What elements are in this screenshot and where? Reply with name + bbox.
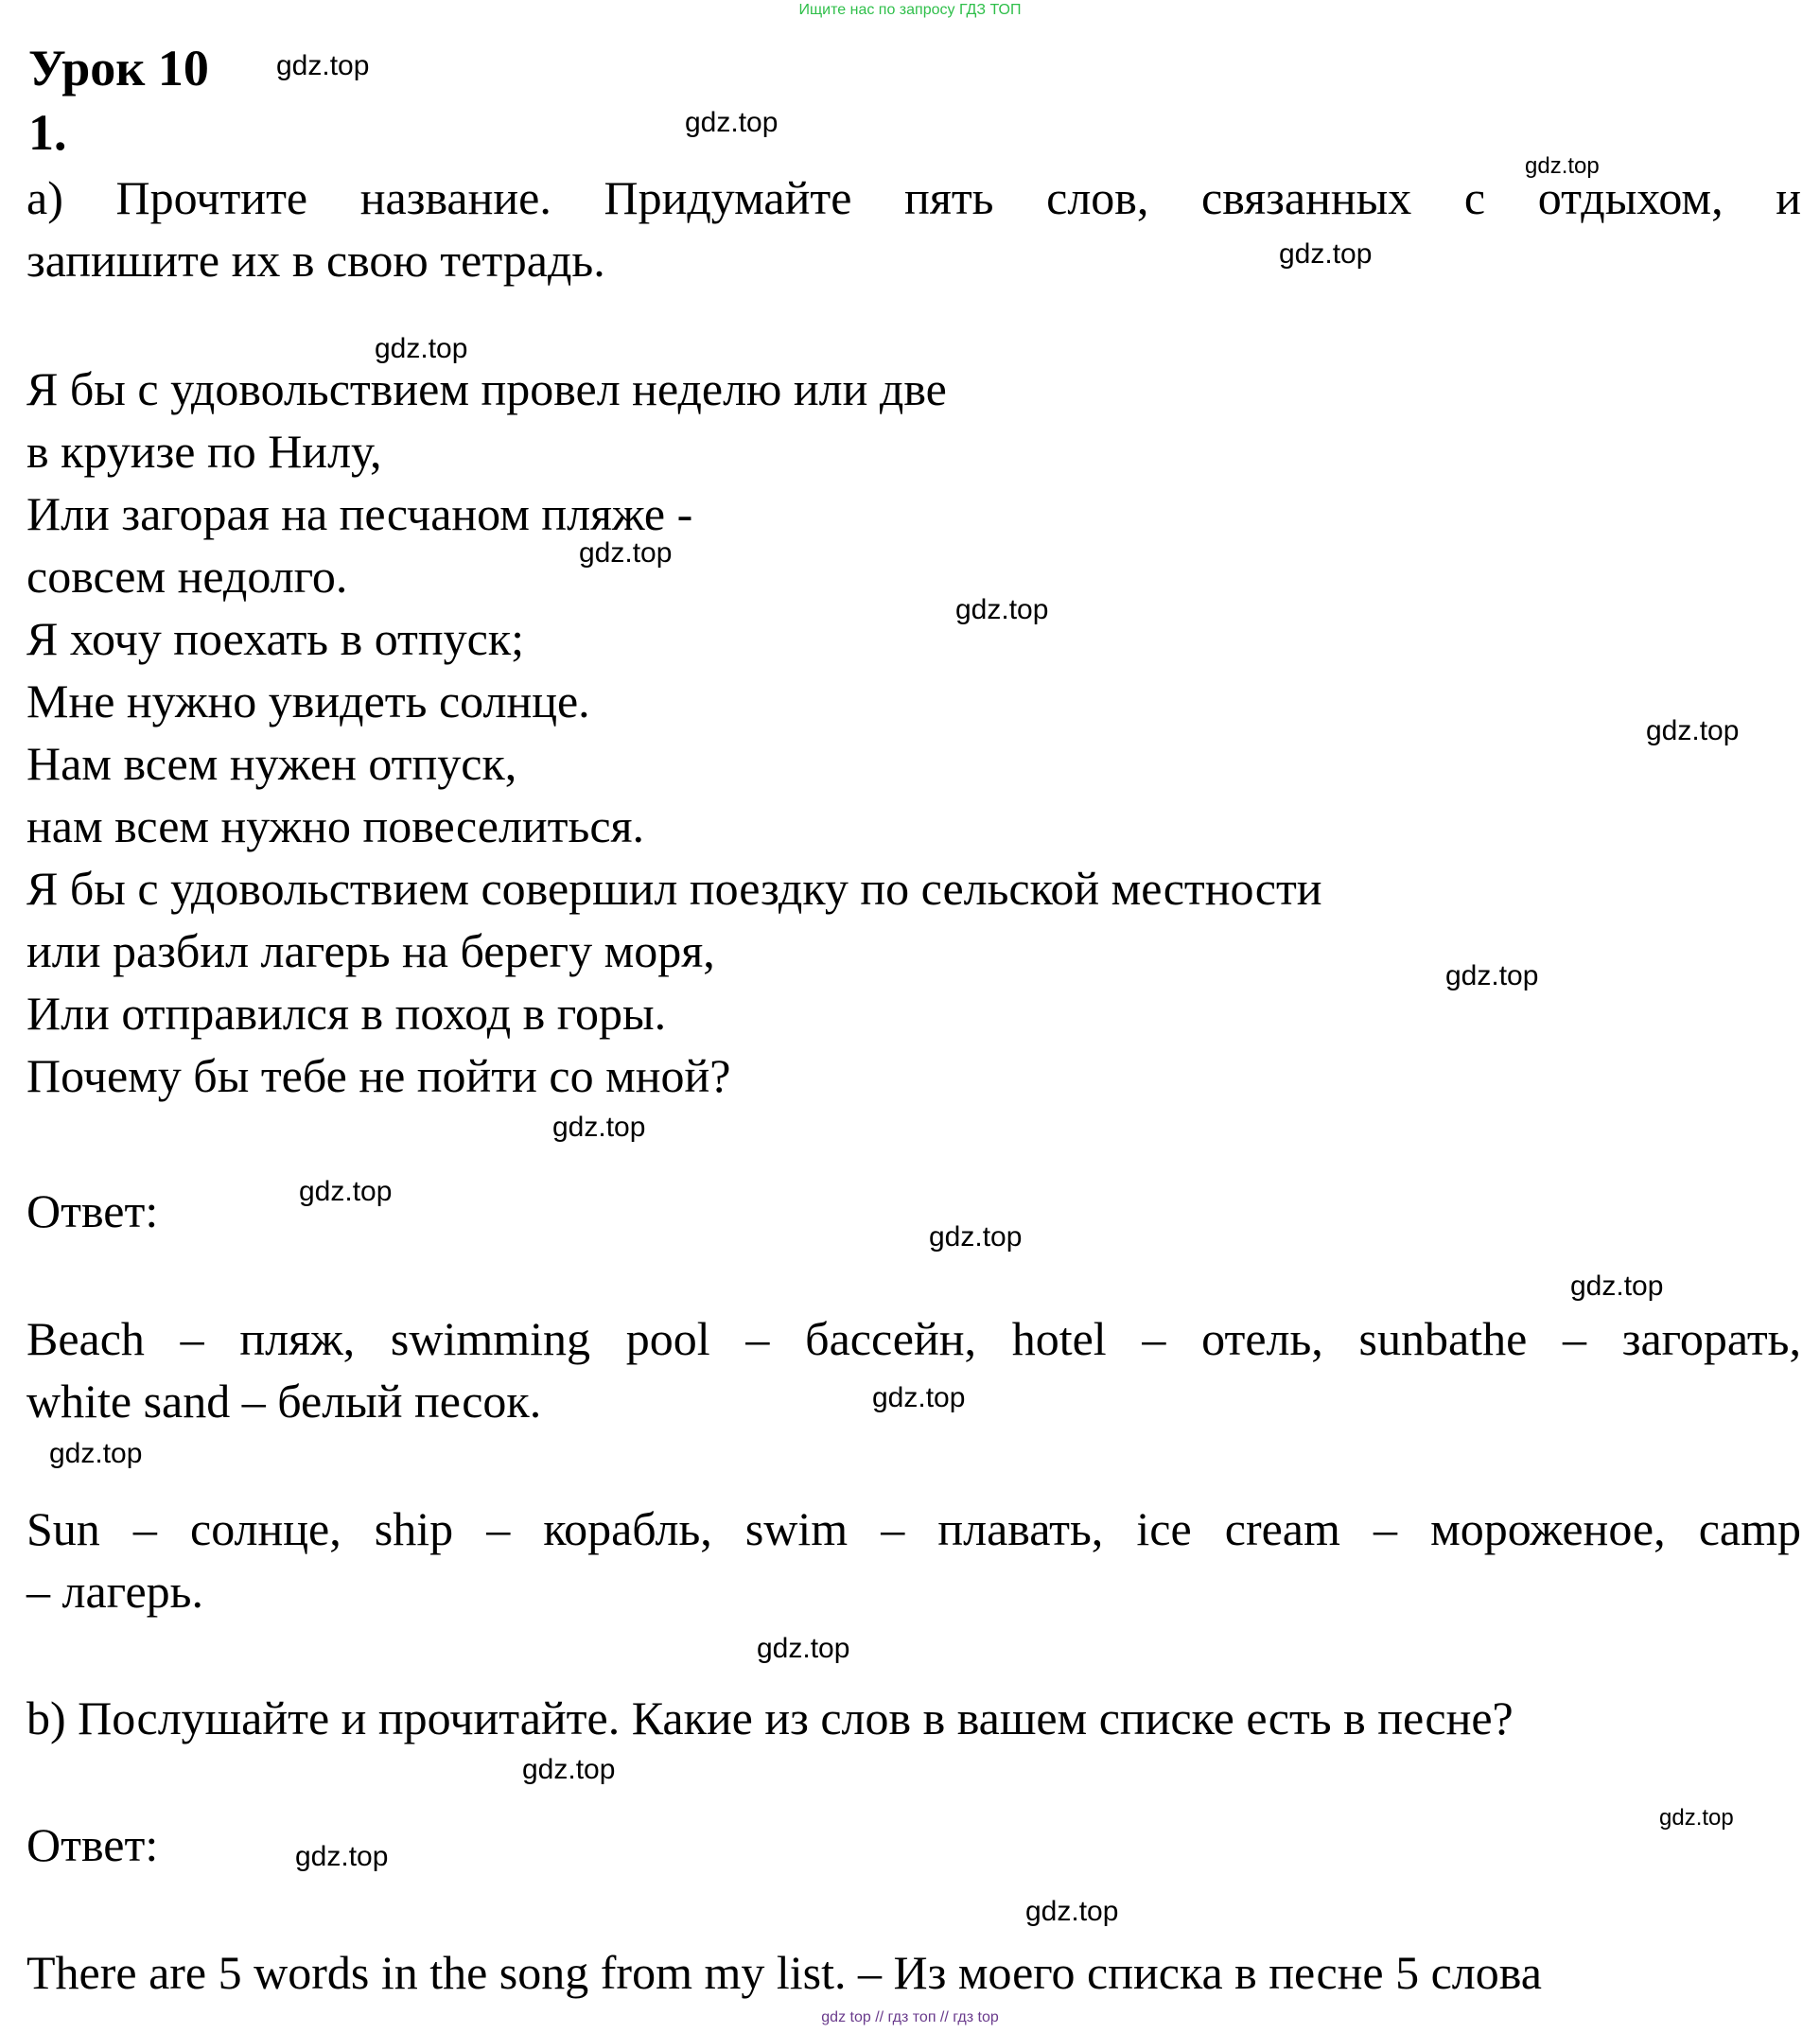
watermark: gdz.top	[1570, 1271, 1664, 1302]
answer-line: white sand – белый песок.	[26, 1375, 542, 1428]
answer-label: Ответ:	[26, 1818, 159, 1871]
song-line: Я бы с удовольствием совершил поездку по сельской местности	[26, 862, 1322, 915]
answer-line: – лагерь.	[26, 1565, 203, 1618]
watermark: gdz.top	[1279, 238, 1373, 270]
top-banner: Ищите нас по запросу ГДЗ ТОП	[798, 2, 1022, 18]
song-line: Я бы с удовольствием провел неделю или две	[26, 362, 947, 415]
lesson-title: Урок 10	[28, 40, 209, 96]
watermark: gdz.top	[1659, 1805, 1734, 1831]
watermark: gdz.top	[1025, 1896, 1119, 1927]
answer-a-label	[26, 1180, 1801, 1242]
song-line: Почему бы тебе не пойти со мной?	[26, 1049, 731, 1102]
answer-line: Sun – солнце, ship – корабль, swim – плавать, ice cream – мороженое, camp	[26, 1502, 1801, 1555]
watermark: gdz.top	[552, 1112, 646, 1143]
watermark: gdz.top	[579, 537, 673, 569]
task-a-instruction-line: запишите их в свою тетрадь.	[26, 234, 605, 287]
watermark: gdz.top	[955, 594, 1049, 625]
watermark: gdz.top	[49, 1438, 143, 1469]
answer-line: There are 5 words in the song from my list. – Из моего списка в песне 5 слова	[26, 1946, 1542, 1999]
song-line: в круизе по Нилу,	[26, 425, 382, 478]
song-line: совсем недолго.	[26, 550, 348, 603]
watermark: gdz.top	[757, 1633, 850, 1664]
watermark: gdz.top	[1646, 715, 1740, 746]
answer-line: Beach – пляж, swimming pool – бассейн, hotel – отель, sunbathe – загорать,	[26, 1312, 1801, 1365]
song-line: Или загорая на песчаном пляже -	[26, 487, 693, 540]
watermark: gdz.top	[295, 1841, 389, 1872]
song-line: Мне нужно увидеть солнце.	[26, 675, 590, 727]
watermark: gdz.top	[522, 1754, 616, 1785]
song-line: Нам всем нужен отпуск,	[26, 737, 517, 790]
task-b-instruction	[26, 1687, 1801, 1749]
answer-b-text	[26, 1941, 1801, 2004]
task-a-instruction	[26, 166, 1801, 291]
answer-b-label	[26, 1814, 1801, 1876]
task-a-instruction-line: a) Прочтите название. Придумайте пять слов, связанных с отдыхом, и	[26, 171, 1801, 224]
song-line: или разбил лагерь на берегу моря,	[26, 924, 715, 977]
watermark: gdz.top	[375, 333, 468, 364]
watermark: gdz.top	[872, 1382, 966, 1413]
bottom-banner: gdz top // гдз топ // гдз top	[821, 2009, 999, 2025]
watermark: gdz.top	[1445, 960, 1539, 991]
song-line: Или отправился в поход в горы.	[26, 987, 667, 1040]
watermark: gdz.top	[929, 1221, 1023, 1253]
task-b-instruction-line: b) Послушайте и прочитайте. Какие из слов в вашем списке есть в песне?	[26, 1691, 1514, 1744]
song-line: нам всем нужно повеселиться.	[26, 799, 645, 852]
answer-label: Ответ:	[26, 1184, 159, 1237]
watermark: gdz.top	[1525, 153, 1600, 179]
task-number: 1.	[28, 104, 67, 161]
song-line: Я хочу поехать в отпуск;	[26, 612, 525, 665]
watermark: gdz.top	[299, 1176, 393, 1207]
watermark: gdz.top	[276, 50, 370, 81]
answer-a-paragraph-2	[26, 1498, 1801, 1622]
watermark: gdz.top	[685, 107, 779, 138]
song-lyrics	[26, 358, 1801, 1107]
